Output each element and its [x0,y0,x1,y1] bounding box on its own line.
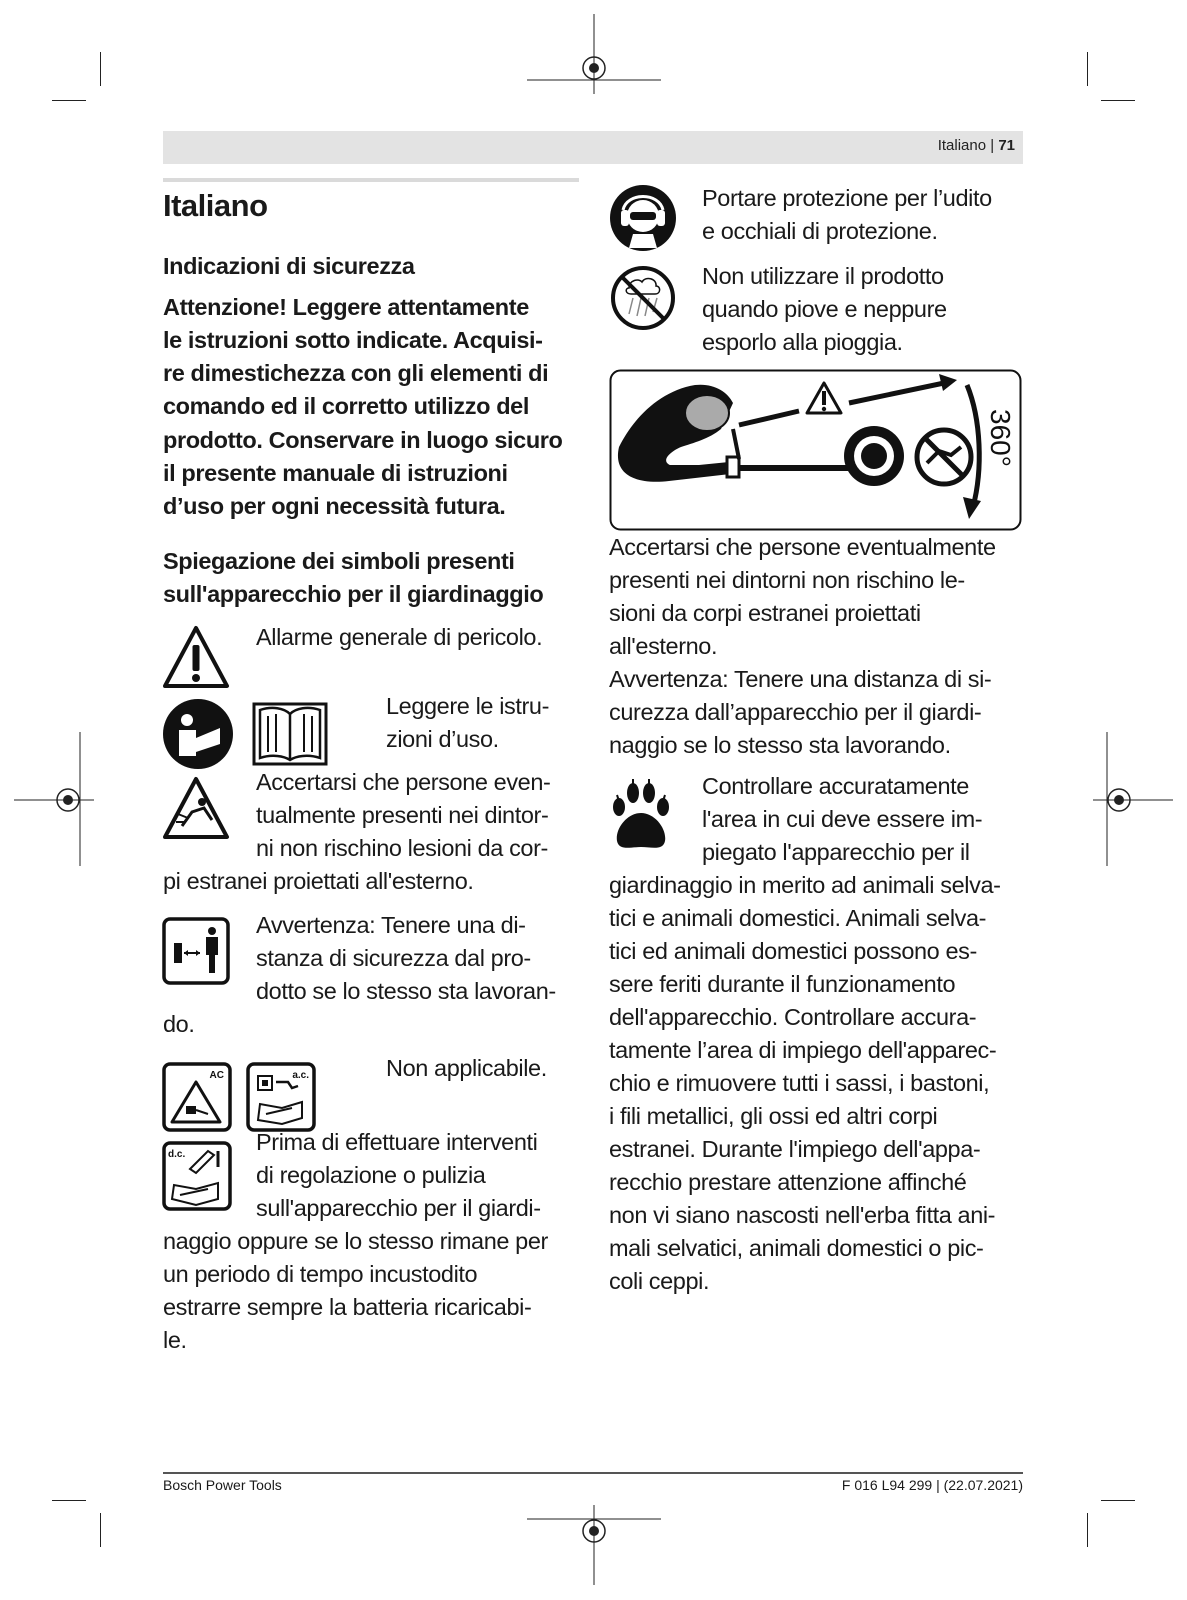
text-line: Accertarsi che persone eventualmente [609,534,996,560]
symbol-text: esporlo alla pioggia. [702,329,903,355]
header-separator: | [990,137,995,154]
heading-symbols: sull'apparecchio per il giardinaggio [163,581,544,607]
ac-warning-icon [162,1062,232,1132]
crop-mark [52,100,86,101]
registration-mark-bottom [527,1505,661,1585]
text-line: curezza dall’apparecchio per il giardi- [609,699,982,725]
symbol-text: Allarme generale di pericolo. [256,624,543,650]
symbol-text: di regolazione o pulizia [256,1162,486,1188]
text-line: chio e rimuovere tutti i sassi, i bastoni, [609,1070,990,1096]
symbol-text: Non applicabile. [386,1055,547,1081]
symbol-text: un periodo di tempo incustodito [163,1261,478,1287]
text-line: non vi siano nascosti nell'erba fitta ani- [609,1202,996,1228]
page-header [163,131,1023,164]
text-line: comando ed il corretto utilizzo del [163,393,529,419]
text-line: Controllare accuratamente [702,773,969,799]
warning-triangle-icon [162,625,230,689]
diagram-label: 360° [985,409,1016,467]
read-manual-icon [162,698,234,770]
footer-rule [163,1472,1023,1474]
svg-text:d.c.: d.c. [168,1149,186,1160]
page-number: 71 [998,137,1015,154]
crop-mark [52,1500,86,1501]
symbol-text: Prima di effettuare interventi [256,1129,538,1155]
symbol-text: Avvertenza: Tenere una di- [256,912,526,938]
paw-print-icon [609,779,673,851]
text-line: mali selvatici, animali domestici o pic- [609,1235,984,1261]
symbol-text: dotto se lo stesso sta lavoran- [256,978,556,1004]
crop-mark [1101,1500,1135,1501]
ac-plug-icon [246,1062,316,1132]
text-line: giardinaggio in merito ad animali selva- [609,872,1001,898]
symbol-text: estrarre sempre la batteria ricaricabi- [163,1294,532,1320]
crop-mark [100,1513,101,1547]
battery-removal-icon [162,1141,232,1211]
text-line: le istruzioni sotto indicate. Acquisi- [163,327,543,353]
safety-distance-icon [162,917,230,985]
symbol-text: stanza di sicurezza dal pro- [256,945,531,971]
text-line: i fili metallici, gli ossi ed altri corpi [609,1103,938,1129]
crop-mark [100,52,101,86]
registration-mark-left [14,732,94,866]
title-rule [163,178,579,182]
symbol-text: e occhiali di protezione. [702,218,938,244]
safety-zone-diagram [609,369,1022,531]
text-line: tici ed animali domestici possono es- [609,938,977,964]
symbol-text: Leggere le istru- [386,693,550,719]
footer-publisher: Bosch Power Tools [163,1477,282,1493]
symbol-text: Portare protezione per l’udito [702,185,992,211]
heading-safety: Indicazioni di sicurezza [163,253,415,279]
text-line: recchio prestare attenzione affinché [609,1169,967,1195]
text-line: estranei. Durante l'impiego dell'appa- [609,1136,981,1162]
header-section: Italiano [937,137,987,154]
text-line: il presente manuale di istruzioni [163,460,508,486]
symbol-text: Non utilizzare il prodotto [702,263,944,289]
svg-text:a.c.: a.c. [292,1070,309,1081]
heading-symbols: Spiegazione dei simboli presenti [163,548,515,574]
text-line: all'esterno. [609,633,718,659]
page-title: Italiano [163,188,268,223]
symbol-text: pi estranei proiettati all'esterno. [163,868,474,894]
crop-mark [1101,100,1135,101]
text-line: presenti nei dintorni non rischino le- [609,567,965,593]
projected-debris-icon [162,776,230,840]
registration-mark-top [527,14,661,94]
text-line: Avvertenza: Tenere una distanza di si- [609,666,992,692]
text-line: d’uso per ogni necessità futura. [163,493,506,519]
symbol-text: sull'apparecchio per il giardi- [256,1195,541,1221]
text-line: tamente l’area di impiego dell'apparec- [609,1037,997,1063]
header-text [938,137,1023,154]
symbol-text: le. [163,1327,187,1353]
ear-eye-protection-icon [609,184,677,252]
text-line: coli ceppi. [609,1268,710,1294]
text-line: sioni da corpi estranei proiettati [609,600,921,626]
registration-mark-right [1093,732,1173,866]
no-rain-icon [609,264,677,332]
symbol-text: quando piove e neppure [702,296,947,322]
symbol-text: do. [163,1011,195,1037]
text-line: l'area in cui deve essere im- [702,806,983,832]
text-line: naggio se lo stesso sta lavorando. [609,732,951,758]
symbol-text: naggio oppure se lo stesso rimane per [163,1228,548,1254]
text-line: re dimestichezza con gli elementi di [163,360,549,386]
symbol-text: Accertarsi che persone even- [256,769,551,795]
text-line: Attenzione! Leggere attentamente [163,294,529,320]
text-line: tici e animali domestici. Animali selva- [609,905,987,931]
text-line: sere feriti durante il funzionamento [609,971,956,997]
symbol-text: zioni d’uso. [386,726,499,752]
crop-mark [1087,1513,1088,1547]
text-line: dell'apparecchio. Controllare accura- [609,1004,977,1030]
book-icon [252,702,328,766]
symbol-text: ni non rischino lesioni da cor- [256,835,548,861]
text-line: prodotto. Conservare in luogo sicuro [163,427,563,453]
footer-doc-id: F 016 L94 299 | (22.07.2021) [841,1477,1023,1493]
text-line: piegato l'apparecchio per il [702,839,970,865]
symbol-text: tualmente presenti nei dintor- [256,802,549,828]
crop-mark [1087,52,1088,86]
svg-text:AC: AC [209,1070,224,1081]
